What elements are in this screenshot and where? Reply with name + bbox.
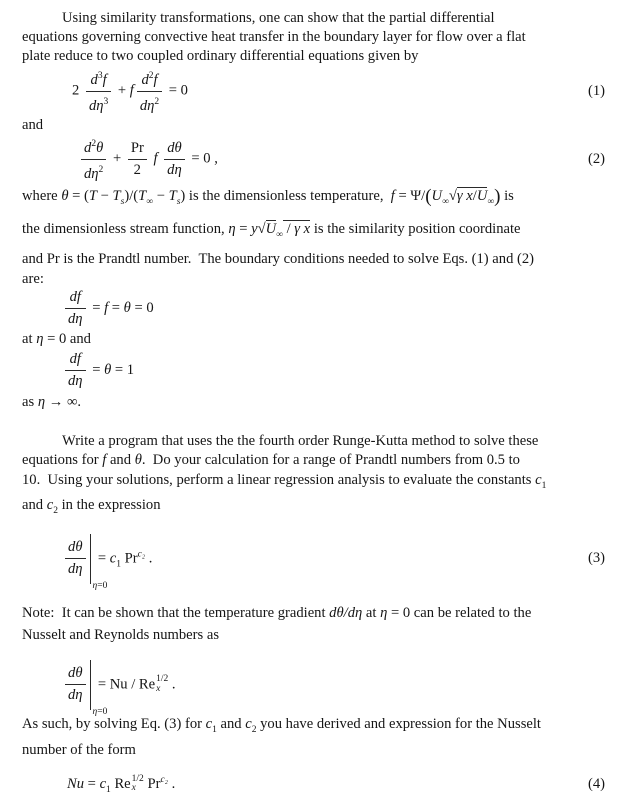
equation-2-body: $\frac{d^2\theta}{d\eta^2}$ + $\frac{Pr}{2}$ f $\frac{d\theta}{d\eta}$ = 0 , [78, 136, 218, 183]
intro-paragraph [22, 9, 605, 66]
text-line: equations governing convective heat transfer in the boundary layer for flow over a flat [22, 29, 526, 45]
equation-1-number: (1) [587, 82, 605, 99]
equation-4-body: $Nu = c_1$ Re 1/2 x $Pr^{c_2}$ . [67, 773, 176, 795]
and-connector-line: and [22, 117, 44, 133]
conclusion-paragraph [22, 714, 605, 760]
text-line: and $c_2$ in the expression [22, 497, 161, 517]
nusselt-reynolds-equation [22, 656, 605, 717]
task-paragraph [22, 432, 605, 522]
text-line: number of the form [22, 741, 136, 758]
text-line: where $\theta = (T - T_s)/(T_\infty - T_s)$ is the dimensionless temperature, $f = \Psi/(U_\infty√\gamma$ $x/U_\infty$) is [22, 186, 514, 207]
at-eta-zero-line: at η = 0 and [22, 330, 91, 347]
text-line: and Pr is the Prandtl number. The boundary conditions needed to solve Eqs. (1) and (2) [22, 250, 535, 267]
equation-4 [22, 772, 605, 798]
equation-3-number: (3) [587, 550, 605, 567]
note-paragraph [22, 602, 605, 646]
text-line: 10. Using your solutions, perform a linear regression analysis to evaluate the constants $c_1$ [22, 471, 547, 491]
where-paragraph [22, 183, 605, 288]
text-line: Write a program that uses the the fourth order Runge-Kutta method to solve these [62, 432, 539, 449]
equation-1-body: 2 $\frac{d^3f}{d\eta^3}$ + f $\frac{d^2f}{d\eta^2}$ = 0 [72, 68, 188, 115]
boundary-condition-2-body: $\frac{df}{d\eta}$ = θ = 1 [62, 351, 134, 390]
equation-2 [22, 135, 605, 183]
boundary-condition-equation-2 [22, 349, 605, 393]
equation-3 [22, 532, 605, 591]
equation-4-number: (4) [587, 776, 605, 793]
text-line: the dimensionless stream function, $\eta = y√U_\infty / \gamma$ x is the similarity position coordinate [22, 220, 521, 240]
text-line: Nusselt and Reynolds numbers as [22, 626, 219, 643]
text-line: are: [22, 270, 44, 287]
text-line: equations for f and θ. Do your calculation for a range of Prandtl numbers from 0.5 to [22, 452, 520, 469]
boundary-condition-1-body: $\frac{df}{d\eta}$ = f = θ = 0 [62, 289, 154, 328]
equation-2-number: (2) [587, 150, 605, 167]
equation-1 [22, 66, 605, 116]
equation-3-body: $\frac{d\theta}{d\eta}$ η=0 = $c_1$ $Pr^{c_2}$ . [62, 534, 152, 584]
text-line: As such, by solving Eq. (3) for $c_1$ and $c_2$ you have derived and expression for the Nusselt [22, 715, 541, 735]
text-line: plate reduce to two coupled ordinary differential equations given by [22, 48, 419, 64]
boundary-condition-equation-1 [22, 288, 605, 330]
text-line: Using similarity transformations, one can show that the partial differential [62, 10, 495, 26]
as-eta-infinity-line: as η → ∞. [22, 393, 82, 410]
nusselt-reynolds-equation-body: $\frac{d\theta}{d\eta}$ η=0 = Nu / Re 1/2 x . [62, 660, 176, 710]
text-line: Note: It can be shown that the temperature gradient dθ/dη at η = 0 can be related to the [22, 604, 532, 621]
